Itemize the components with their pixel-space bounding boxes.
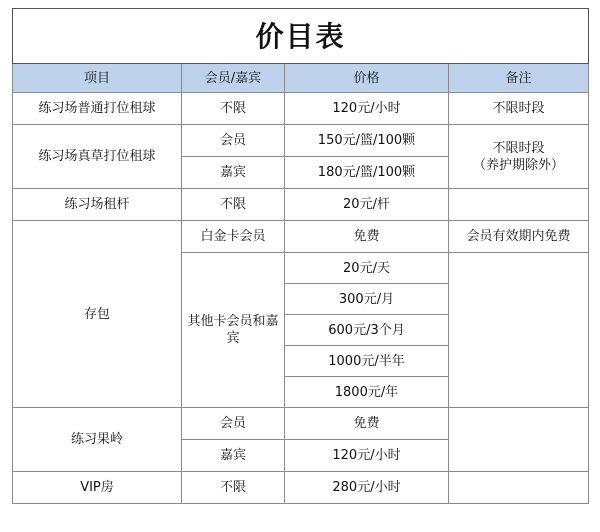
price-cell: 120元/小时	[285, 93, 449, 125]
table-title: 价目表	[13, 9, 589, 64]
price-cell: 280元/小时	[285, 472, 449, 504]
header-price: 价格	[285, 64, 449, 93]
type-cell: 其他卡会员和嘉宾	[182, 253, 285, 408]
item-cell: 练习场租杆	[13, 189, 182, 221]
price-cell: 20元/杆	[285, 189, 449, 221]
type-cell: 白金卡会员	[182, 221, 285, 253]
note-cell	[449, 408, 589, 472]
table-row	[13, 221, 589, 253]
item-cell: 练习场普通打位租球	[13, 93, 182, 125]
type-cell: 不限	[182, 189, 285, 221]
price-cell: 300元/月	[285, 284, 449, 315]
type-cell: 会员	[182, 125, 285, 157]
note-cell	[449, 125, 589, 189]
note-cell: 会员有效期内免费	[449, 221, 589, 253]
type-cell: 不限	[182, 472, 285, 504]
header-member-guest: 会员/嘉宾	[182, 64, 285, 93]
header-note: 备注	[449, 64, 589, 93]
price-cell: 120元/小时	[285, 440, 449, 472]
type-cell: 嘉宾	[182, 157, 285, 189]
item-cell: 练习场真草打位租球	[13, 125, 182, 189]
item-cell: 存包	[13, 221, 182, 408]
table-row	[13, 472, 589, 504]
table-row	[13, 93, 589, 125]
note-cell	[449, 472, 589, 504]
price-cell: 180元/篮/100颗	[285, 157, 449, 189]
type-cell: 不限	[182, 93, 285, 125]
price-cell: 免费	[285, 221, 449, 253]
table-row	[13, 189, 589, 221]
note-cell	[449, 253, 589, 408]
table-row	[13, 408, 589, 440]
price-cell: 免费	[285, 408, 449, 440]
note-cell: 不限时段	[449, 93, 589, 125]
header-item: 项目	[13, 64, 182, 93]
item-cell: 练习果岭	[13, 408, 182, 472]
price-cell: 150元/篮/100颗	[285, 125, 449, 157]
table-row	[13, 125, 589, 157]
price-cell: 600元/3个月	[285, 315, 449, 346]
price-table	[12, 8, 589, 504]
item-cell: VIP房	[13, 472, 182, 504]
note-line: （养护期除外）	[473, 157, 565, 173]
price-cell: 1800元/年	[285, 377, 449, 408]
price-cell: 1000元/半年	[285, 346, 449, 377]
price-list	[12, 8, 588, 524]
type-cell: 会员	[182, 408, 285, 440]
price-cell: 20元/天	[285, 253, 449, 284]
type-cell: 嘉宾	[182, 440, 285, 472]
note-line: 不限时段	[492, 140, 545, 156]
note-cell	[449, 189, 589, 221]
